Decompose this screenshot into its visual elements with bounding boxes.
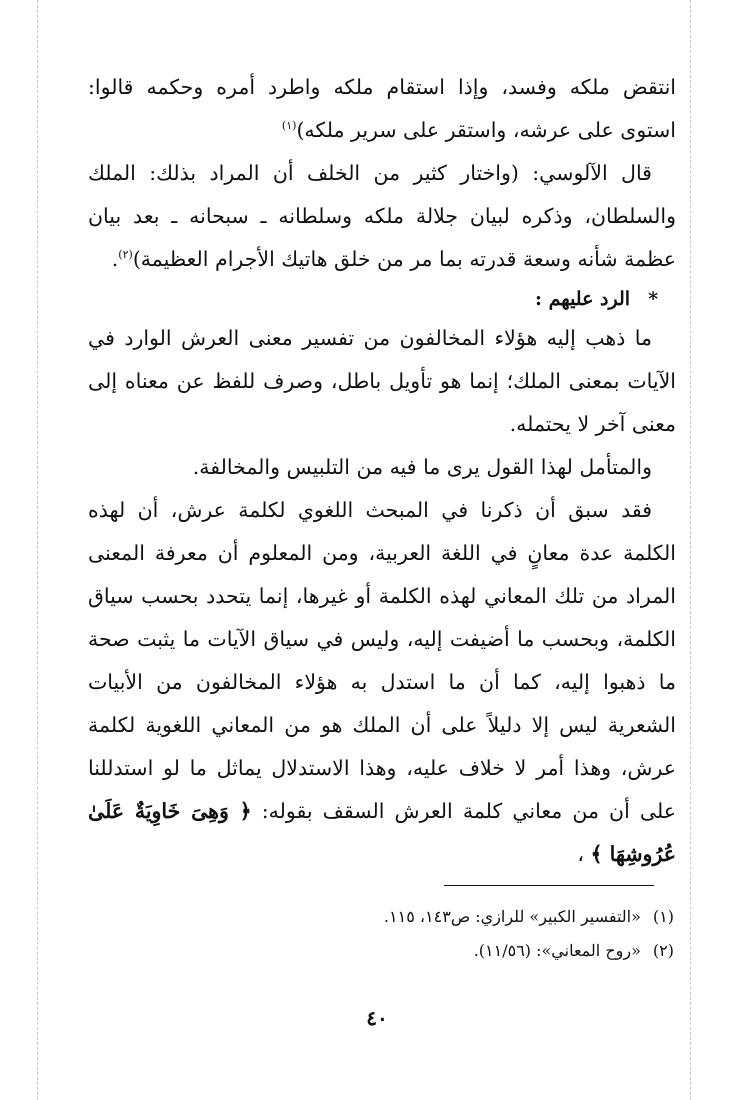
footnote-ref-1: (١) xyxy=(281,119,297,133)
page-number: ٤٠ xyxy=(366,1006,388,1030)
footnote-ref-2: (٢) xyxy=(118,248,133,262)
paragraph-2 xyxy=(88,152,676,281)
footnote-2-number: (٢) xyxy=(652,941,674,960)
footnote-separator xyxy=(444,885,654,886)
paragraph-3: ما ذهب إليه هؤلاء المخالفون من تفسير معنى العرش الوارد في الآيات بمعنى الملك؛ إنما هو تأويل باطل، وصرف للفظ عن معناه إلى معنى آخر لا يحتمله. xyxy=(88,326,676,436)
paragraph-4: والمتأمل لهذا القول يرى ما فيه من التلبيس والمخالفة. xyxy=(192,455,652,479)
footnote-1-text: «التفسير الكبير» للرازي: ص١٤٣، ١١٥. xyxy=(383,907,641,926)
heading-star: * xyxy=(648,288,658,310)
footnote-2-text: «روح المعاني»: (١١/٥٦). xyxy=(473,941,641,960)
paragraph-5-end: ، xyxy=(577,842,584,866)
footnote-1 xyxy=(200,900,674,934)
scan-guide-line-right xyxy=(690,0,691,1100)
quran-verse: ﴿ وَهِىَ خَاوِيَةٌ عَلَىٰ عُرُوشِهَا ﴾ xyxy=(88,799,676,866)
paragraph-1-text: انتقض ملكه وفسد، وإذا استقام ملكه واطرد أمره وحكمه قالوا: استوى على عرشه، واستقر على سرير ملكه) xyxy=(88,75,676,142)
footnote-2 xyxy=(200,934,674,968)
paragraph-2-end: . xyxy=(111,247,119,271)
scan-guide-line-left xyxy=(37,0,38,1100)
page-body xyxy=(88,66,676,876)
heading-text: الرد عليهم : xyxy=(535,288,631,310)
footnotes xyxy=(200,900,674,968)
paragraph-5-text: فقد سبق أن ذكرنا في المبحث اللغوي لكلمة عرش، أن لهذه الكلمة عدة معانٍ في اللغة العربية، ومن المعلوم أن معرفة المعنى المراد من تلك المعاني لهذه الكلمة أو غيرها، إنما يتحدد بحسب سياق الكلمة، وبحسب ما أضيفت إليه، وليس في سياق الآيات ما يثبت صحة ما ذهبوا إليه، كما أن ما استدل به هؤلاء المخالفون من الأبيات الشعرية ليس إلا دليلاً على أن الملك هو من المعاني اللغوية لكلمة عرش، وهذا أمر لا خلاف عليه، وهذا الاستدلال يماثل ما لو استدللنا على أن من معاني كلمة العرش السقف بقوله: xyxy=(88,498,676,823)
paragraph-2-text: قال الآلوسي: (واختار كثير من الخلف أن المراد بذلك: الملك والسلطان، وذكره لبيان جلالة ملكه وسلطانه ـ سبحانه ـ بعد بيان عظمة شأنه وسعة قدرته بما مر من خلق هاتيك الأجرام العظيمة) xyxy=(88,161,676,271)
footnote-1-number: (١) xyxy=(652,907,674,926)
section-heading xyxy=(88,281,676,317)
paragraph-5 xyxy=(88,489,676,876)
paragraph-1 xyxy=(88,66,676,152)
